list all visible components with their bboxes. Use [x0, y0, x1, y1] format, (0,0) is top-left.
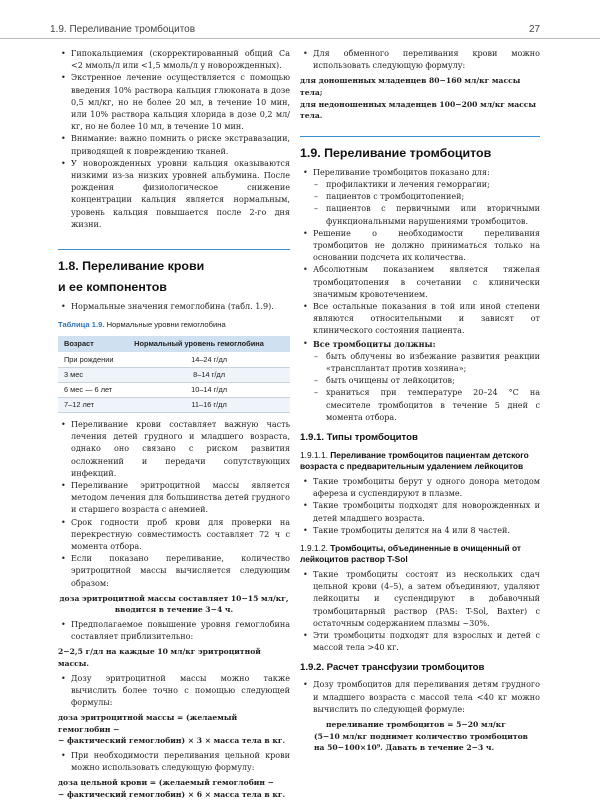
- table-caption: [58, 319, 290, 331]
- section-title: 1.9. Переливание тромбоцитов: [300, 145, 492, 160]
- list-item: • Переливание эритроцитной массы является методом лечения для большинства детей грудного и старшего возраста с анемией.: [58, 480, 290, 517]
- table-caption-text: Нормальные уровни гемоглобина: [106, 320, 226, 330]
- table-header-age: Возраст: [58, 336, 128, 352]
- list-item: • Внимание: важно помнить о риске экстравазации, приводящей к повреждению тканей.: [58, 133, 290, 157]
- list-item: • Дозу тромбоцитов для переливания детям грудного и младшего возраста с массой тела <40 кг можно вычислить по следующей формуле:: [300, 679, 540, 716]
- table-cell: 3 мес: [58, 367, 128, 382]
- subsection-title-types: 1.9.1. Типы тромбоцитов: [300, 432, 418, 444]
- subsection-title-calc: 1.9.2. Расчет трансфузии тромбоцитов: [300, 662, 485, 674]
- table-cell: 7–12 лет: [58, 397, 128, 412]
- right-column: [300, 48, 540, 757]
- list-item-text: Переливание тромбоцитов показано для:: [313, 167, 490, 177]
- list-item: • Такие тромбоциты подходят для новорожденных и детей младшего возраста.: [300, 500, 540, 524]
- list-item: – быть очищены от лейкоцитов;: [313, 375, 540, 387]
- header-divider: [0, 38, 600, 39]
- subsection-number: 1.9.1.1.: [300, 450, 328, 461]
- table-cell: 8–14 г/дл: [128, 367, 290, 382]
- running-head: [0, 24, 600, 42]
- formula-line: вводится в течение 3−4 ч.: [114, 605, 234, 615]
- list-item: – пациентов с тромбоцитопенией;: [313, 191, 540, 203]
- subsection-title-tsol: [300, 543, 540, 565]
- calcium-bullet-list: [58, 48, 290, 231]
- section-1-8: [58, 249, 290, 295]
- list-item: • При необходимости переливания цельной крови можно использовать следующую формулу:: [58, 750, 290, 774]
- list-item: [300, 167, 540, 228]
- table-header-row: [58, 336, 290, 352]
- list-item: • Решение о необходимости переливания тромбоцитов не должно приниматься только на основании подсчета их количества.: [300, 228, 540, 265]
- table-header-level: Нормальный уровень гемоглобина: [128, 336, 290, 352]
- table-cell: 11–16 г/дл: [128, 397, 290, 412]
- formula-line: для доношенных младенцев 80−160 мл/кг массы тела;: [300, 76, 521, 97]
- list-item: • Гипокальциемия (скорректированный общий Ca <2 ммоль/л или <1,5 ммоль/л у новорожденных).: [58, 48, 290, 72]
- table-caption-label: Таблица 1.9.: [58, 320, 105, 330]
- running-head-section: 1.9. Переливание тромбоцитов: [50, 24, 196, 35]
- list-item: • Абсолютным показанием является тяжелая тромбоцитопения в сочетании с клинически значимым кровотечением.: [300, 264, 540, 301]
- section-1-9: [300, 136, 540, 161]
- formula-line: доза цельной крови = (желаемый гемоглобин −: [58, 778, 274, 788]
- list-item: • У новорожденных уровни кальция оказываются низкими из-за низких уровней альбумина. После рождения физиологическое снижение концентрации кальция является нормальным, уровень кальция повышается после 2-го дня жизни.: [58, 158, 290, 231]
- exchange-list: [300, 48, 540, 72]
- formula-line: переливание тромбоцитов = 5−20 мл/кг: [326, 720, 506, 730]
- calc-list: [300, 679, 540, 716]
- hb-increase-list: [58, 619, 290, 643]
- formula-line: на 50−100×10⁹. Давать в течение 2−3 ч.: [314, 743, 495, 753]
- subsection-number: 1.9.1.2.: [300, 543, 328, 554]
- subsection-text: Переливание тромбоцитов пациентам детского возраста с предварительным удалением лейкоцитов: [300, 450, 529, 472]
- formula-rbc-precise: [58, 712, 290, 747]
- page-number: 27: [529, 24, 541, 35]
- formula-exchange: [300, 75, 540, 121]
- formula-line: доза эритроцитной массы составляет 10−15 мл/кг,: [59, 593, 289, 603]
- indications-list: [300, 167, 540, 424]
- list-item: – быть облучены во избежание развития реакции «трансплантат против хозяина»;: [313, 351, 540, 375]
- table-cell: 6 мес — 6 лет: [58, 382, 128, 397]
- list-item: • Такие тромбоциты делятся на 4 или 8 частей.: [300, 525, 540, 537]
- whole-blood-list: [58, 750, 290, 774]
- table-row: [58, 397, 290, 412]
- list-item-text: Все тромбоциты должны:: [313, 338, 436, 349]
- formula-line: доза эритроцитной массы = (желаемый гемоглобин −: [58, 713, 238, 734]
- subsection-title-leukoreduced: [300, 450, 540, 472]
- indications-sublist: [313, 179, 540, 228]
- tsol-list: [300, 569, 540, 654]
- formula-whole-blood: [58, 777, 290, 800]
- list-item: • Дозу эритроцитной массы можно также вычислить более точно с помощью следующей формулы:: [58, 673, 290, 710]
- list-item: – пациентов с первичными или вторичными функциональными нарушениями тромбоцитов.: [313, 203, 540, 227]
- table-row: [58, 382, 290, 397]
- subsection-text: Тромбоциты, объединенные в очищенный от лейкоцитов раствор T-Sol: [300, 543, 522, 565]
- list-item: • Переливание крови составляет важную часть лечения детей грудного и младшего возраста, однако оно связано с риском развития осложнений и передачи сопутствующих инфекций.: [58, 419, 290, 480]
- table-cell: 14–24 г/дл: [128, 352, 290, 367]
- list-item: • Эти тромбоциты подходят для взрослых и детей с массой тела >40 кг.: [300, 630, 540, 654]
- list-item: • Все остальные показания в той или иной степени являются относительными и зависят от клинического состояния пациента.: [300, 301, 540, 338]
- list-item: • Экстренное лечение осуществляется с помощью введения 10% раствора кальция глюконата в дозе 0,5 мл/кг, но не более 20 мл, в течение 10 мин, или 10% раствора кальция хлорида в дозе 0,2 мл/кг, но не более 10 мл, в течение 10 мин.: [58, 72, 290, 133]
- precise-dose-list: [58, 673, 290, 710]
- leukoreduced-list: [300, 476, 540, 537]
- list-item: • Если показано переливание, количество эритроцитной массы вычисляется следующим образом:: [58, 553, 290, 590]
- list-item: • Такие тромбоциты состоят из нескольких сдач цельной крови (4–5), а затем объединяют, удаляют лейкоциты и суспендируют в добавочный тромбоцитарный раствор (PAS: T-Sol, Baxter) с остаточным содержанием плазмы ~30%.: [300, 569, 540, 630]
- list-item: • Предполагаемое повышение уровня гемоглобина составляет приблизительно:: [58, 619, 290, 643]
- formula-line: (5−10 мл/кг поднимет количество тромбоцитов: [314, 731, 528, 741]
- formula-rbc-dose: [58, 593, 290, 616]
- transfusion-bullet-list: [58, 419, 290, 590]
- list-item: • Такие тромбоциты берут у одного донора методом афереза и суспендируют в плазме.: [300, 476, 540, 500]
- requirements-sublist: [313, 351, 540, 424]
- formula-line: − фактический гемоглобин) × 6 × масса тела в кг.: [58, 789, 286, 799]
- formula-line: − фактический гемоглобин) × 3 × масса тела в кг.: [58, 736, 286, 746]
- formula-line: для недоношенных младенцев 100−200 мл/кг массы тела.: [300, 99, 536, 121]
- section-title-line: и ее компонентов: [58, 280, 167, 295]
- list-item: – храниться при температуре 20–24 °С на смесителе тромбоцитов в течение 5 дней с момента отбора.: [313, 387, 540, 424]
- list-item: • Срок годности проб крови для проверки на перекрестную совместимость составляет 72 ч с момента отбора.: [58, 517, 290, 554]
- section-title-line: 1.8. Переливание крови: [58, 259, 205, 274]
- formula-hb-increase: 2−2,5 г/дл на каждые 10 мл/кг эритроцитной массы.: [58, 647, 261, 668]
- section-intro-list: [58, 301, 290, 313]
- left-column: [58, 48, 290, 804]
- formula-platelet-dose: [300, 719, 540, 754]
- list-item: • Для обменного переливания крови можно использовать следующую формулу:: [300, 48, 540, 72]
- list-item: • Нормальные значения гемоглобина (табл. 1.9).: [58, 301, 290, 313]
- hemoglobin-table: [58, 336, 290, 413]
- table-cell: 10–14 г/дл: [128, 382, 290, 397]
- table-cell: При рождении: [58, 352, 128, 367]
- table-row: [58, 367, 290, 382]
- list-item: [300, 338, 540, 424]
- list-item: – профилактики и лечения геморрагии;: [313, 179, 540, 191]
- table-row: [58, 352, 290, 367]
